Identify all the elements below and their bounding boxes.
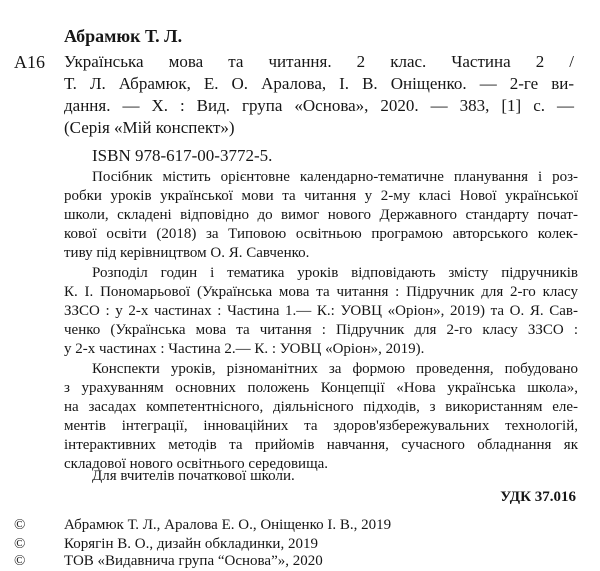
abstract-line: кової освіти (2018) за Типовою освітньою програмою авторського колек- bbox=[64, 226, 578, 242]
abstract-line: складової нового освітнього середовища. bbox=[64, 456, 329, 472]
bibliographic-line: Українська мова та читання. 2 клас. Частина 2 / bbox=[64, 52, 574, 71]
copyright-line bbox=[14, 515, 391, 535]
copyright-text: Корягін В. О., дизайн обкладинки, 2019 bbox=[64, 536, 318, 552]
bibliographic-line: дання. — Х. : Вид. група «Основа», 2020. — 383, [1] с. — bbox=[64, 96, 574, 115]
abstract-line: інтерактивних методів та прийомів навчання, сучасного обладнання як bbox=[64, 437, 578, 453]
copyright-text: Абрамюк Т. Л., Аралова Е. О., Оніщенко І. В., 2019 bbox=[64, 517, 392, 533]
copyright-line bbox=[14, 551, 323, 571]
abstract-line: Розподіл годин і тематика уроків відповідають змісту підручників bbox=[92, 265, 578, 281]
abstract-line: К. І. Пономарьової (Українська мова та читання : Підручник для 2-го класу bbox=[64, 284, 578, 300]
udk-code: УДК 37.016 bbox=[500, 489, 576, 505]
abstract-line: з урахуванням основних положень Концепції «Нова українська школа», bbox=[64, 380, 578, 396]
author-heading: Абрамюк Т. Л. bbox=[64, 26, 183, 46]
abstract-line: на засадах компетентнісного, діяльнісного підходів, з використанням еле- bbox=[64, 399, 578, 415]
bibliographic-line: (Серія «Мій конспект») bbox=[64, 118, 235, 137]
abstract-line: ченко (Українська мова та читання : Підручник для 2-го класу ЗЗСО : bbox=[64, 322, 578, 338]
abstract-line: ЗЗСО : у 2-х частинах : Частина 1.— К.: УОВЦ «Оріон», 2019) та О. Я. Сав- bbox=[64, 303, 578, 319]
abstract-line: Посібник містить орієнтовне календарно-тематичне планування і роз- bbox=[92, 169, 578, 185]
abstract-line: Конспекти уроків, різноманітних за формою проведення, побудовано bbox=[92, 361, 578, 377]
abstract-line: ментів інтеграції, інноваційних та здоров'язбережувальних технологій, bbox=[64, 418, 578, 434]
abstract-line: робки уроків української мови та читання у 2-му класі Нової української bbox=[64, 188, 578, 204]
bibliographic-line: Т. Л. Абрамюк, Е. О. Аралова, І. В. Оніщенко. — 2-ге ви- bbox=[64, 74, 574, 93]
abstract-line: школи, складені відповідно до вимог нового Державного стандарту почат- bbox=[64, 207, 578, 223]
copyright-text: ТОВ «Видавнича група “Основа”», 2020 bbox=[64, 553, 323, 569]
abstract-line: тиву під керівництвом О. Я. Савченко. bbox=[64, 245, 310, 261]
audience-note: Для вчителів початкової школи. bbox=[92, 468, 295, 484]
copyright-symbol: © bbox=[14, 536, 26, 552]
copyright-symbol: © bbox=[14, 553, 26, 569]
abstract-line: у 2-х частинах : Частина 2.— К. : УОВЦ «Оріон», 2019). bbox=[64, 341, 425, 357]
classification-code: А16 bbox=[14, 52, 45, 72]
copyright-symbol: © bbox=[14, 517, 26, 533]
isbn-number: ISBN 978-617-00-3772-5. bbox=[92, 146, 273, 165]
